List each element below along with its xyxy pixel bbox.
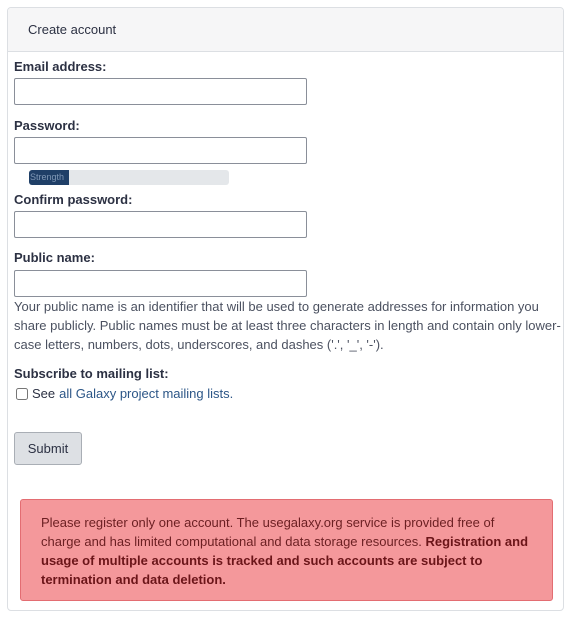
mailing-list-link[interactable]: all Galaxy project mailing lists. (59, 386, 234, 401)
email-label: Email address: (14, 59, 107, 74)
create-account-card (7, 7, 564, 611)
mailing-list-see: See (32, 386, 56, 401)
registration-warning-alert (20, 499, 553, 601)
mailing-list-label: Subscribe to mailing list: (14, 366, 169, 381)
alert-text: Please register only one account. The usegalaxy.org service is provided free of charge and has limited computational and data storage resources. (41, 515, 495, 549)
card-title: Create account (28, 22, 117, 37)
public-name-help: Your public name is an identifier that will be used to generate addresses for information you share publicly. Public names must be at least three characters in length and contain only lower-case letters, numbers, dots, underscores, and dashes ('.', '_', '-'). (14, 299, 561, 352)
submit-button[interactable]: Submit (14, 432, 82, 465)
password-strength-meter (29, 170, 229, 185)
password-input[interactable] (14, 137, 307, 164)
card-header (8, 8, 563, 52)
alert-bold-text: Registration and usage of multiple accounts is tracked and such accounts are subject to termination and data deletion. (41, 534, 529, 587)
mailing-list-checkbox[interactable] (16, 388, 28, 400)
password-strength-label: Strength (30, 172, 65, 182)
public-name-input[interactable] (14, 270, 307, 297)
mailing-list-row (16, 386, 233, 401)
password-strength-fill (29, 170, 69, 185)
confirm-password-label: Confirm password: (14, 192, 133, 207)
public-name-label: Public name: (14, 250, 95, 265)
email-input[interactable] (14, 78, 307, 105)
password-label: Password: (14, 118, 80, 133)
confirm-password-input[interactable] (14, 211, 307, 238)
